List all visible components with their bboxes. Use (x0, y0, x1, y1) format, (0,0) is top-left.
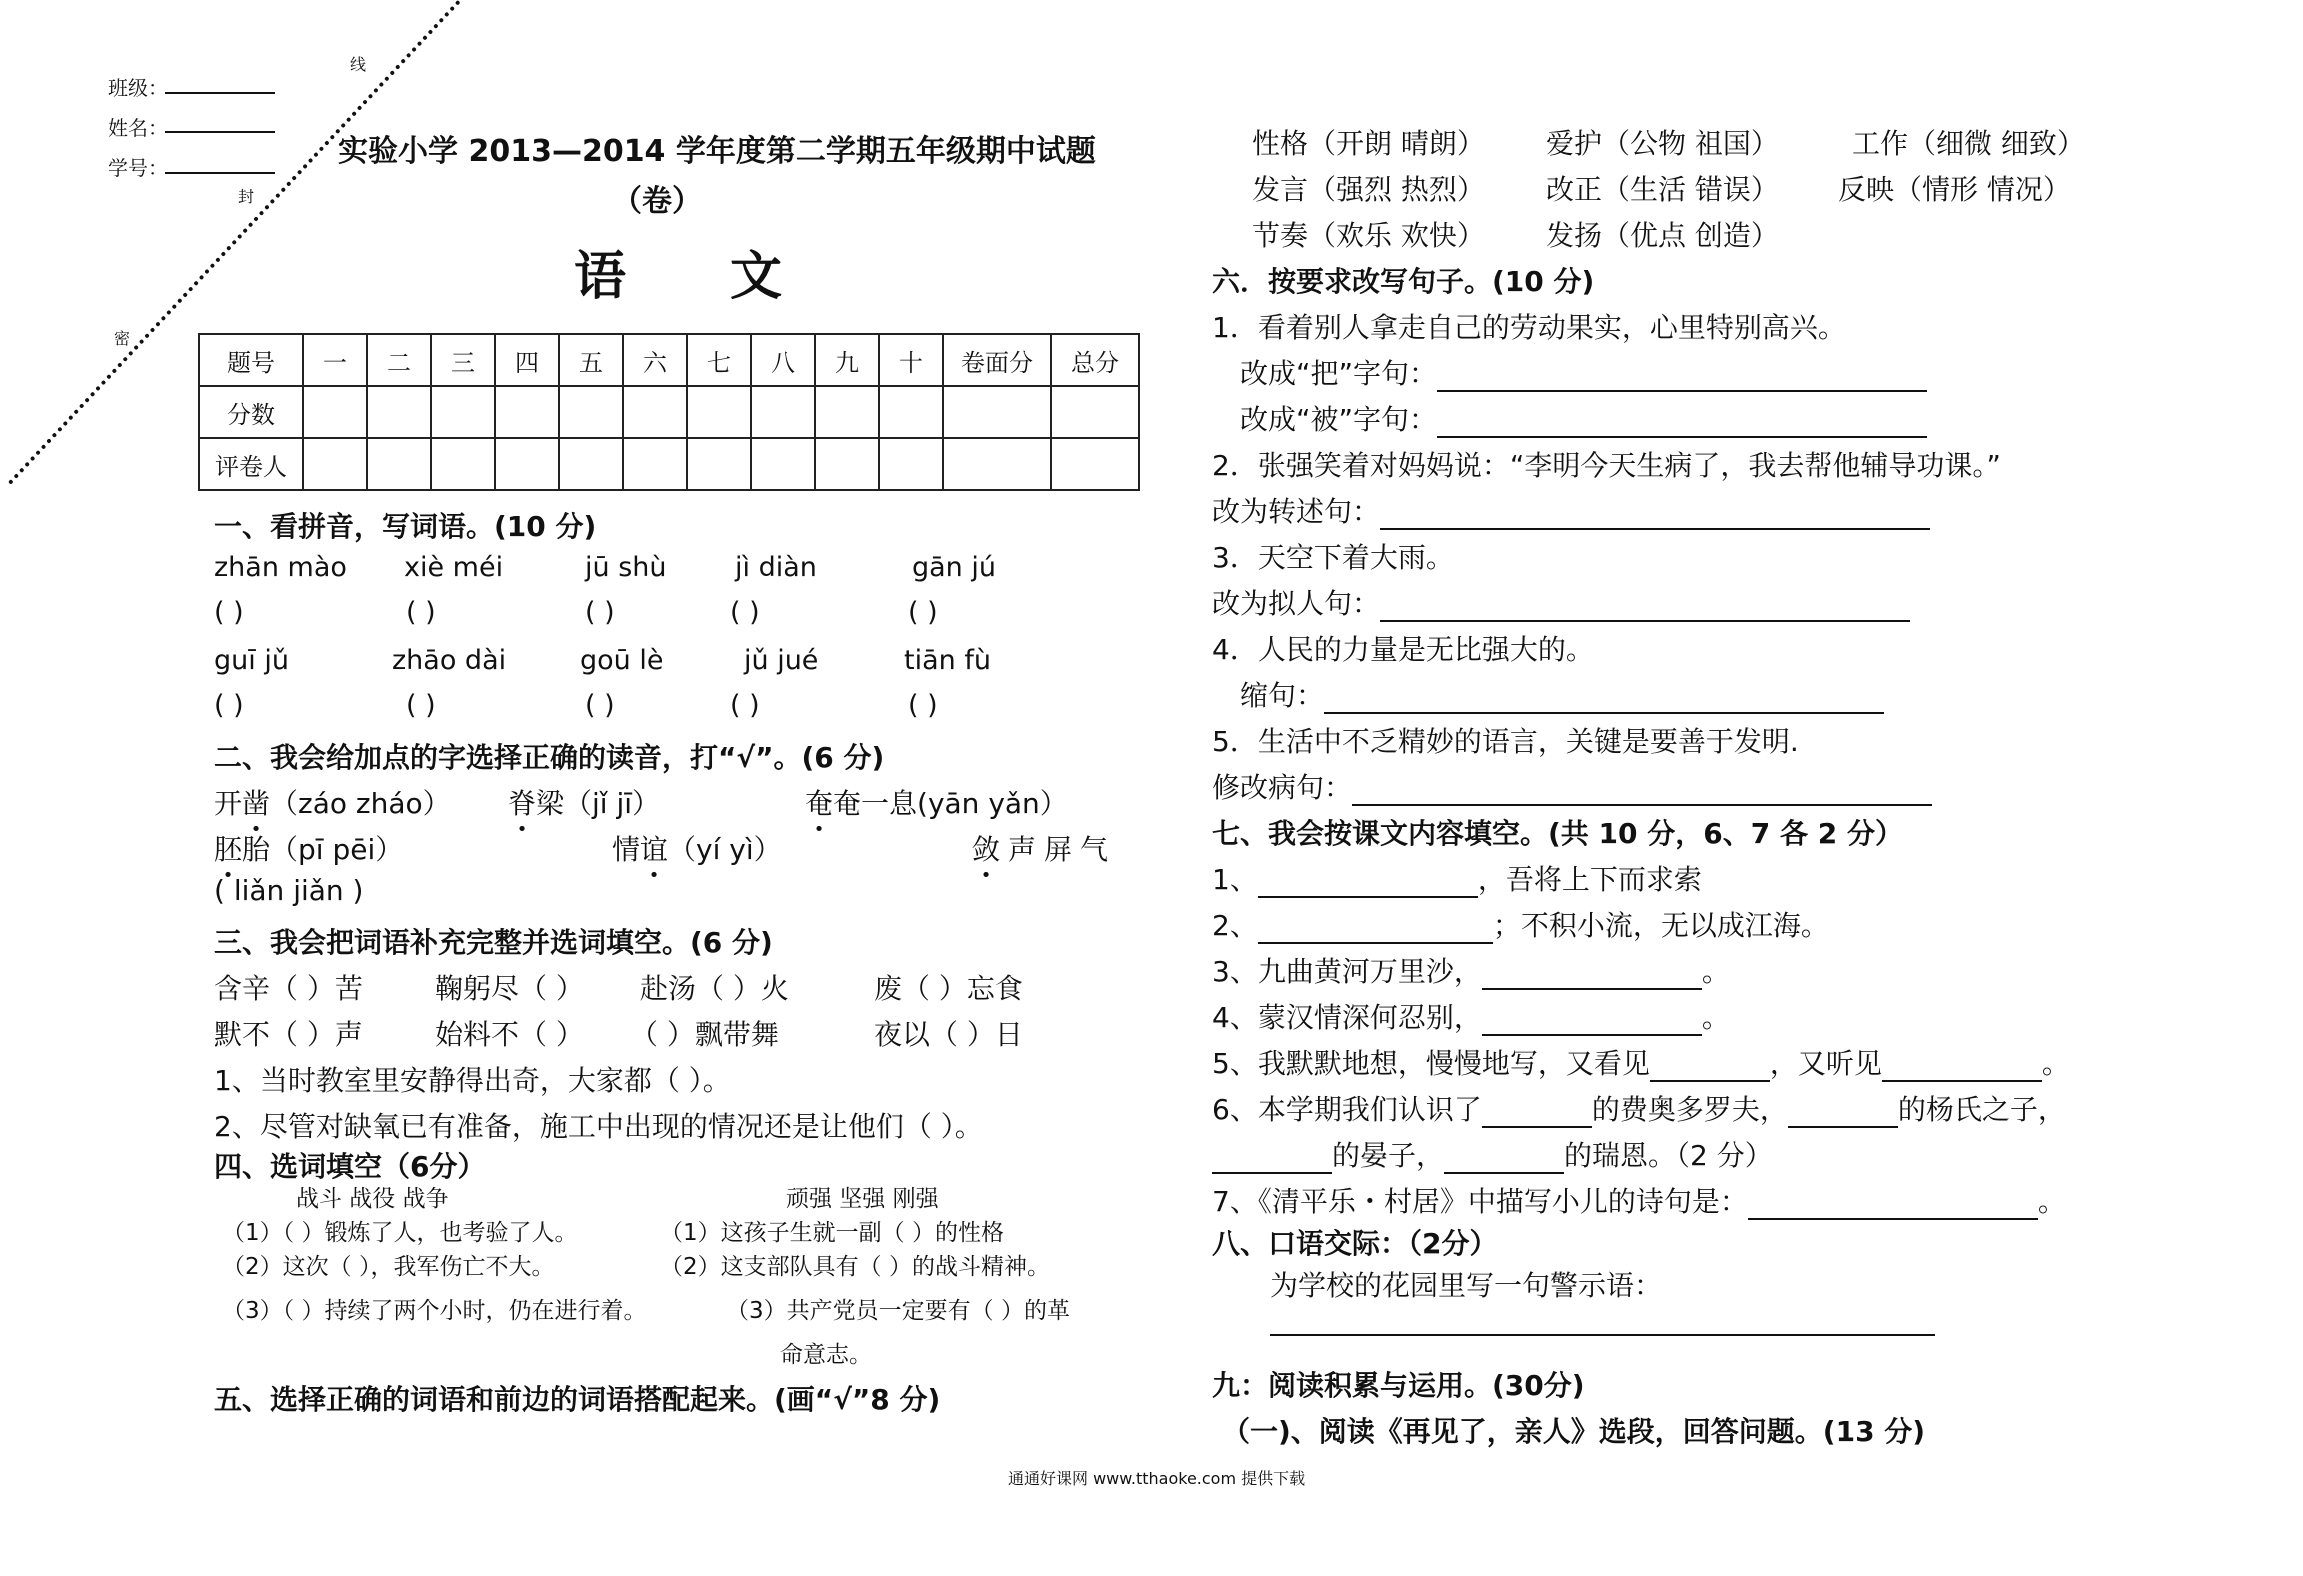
row-label: 评卷人 (199, 438, 303, 490)
sec7-q6: 6、本学期我们认识了 的费奥多罗夫， 的杨氏之子， (1212, 1093, 2066, 1126)
word-bank-right: 顽强 坚强 刚强 (786, 1186, 939, 1212)
pinyin-9: jǔ jué (744, 645, 819, 676)
sec1-title: 一、看拼音，写词语。(10 分) (214, 510, 597, 543)
sec2-title: 二、我会给加点的字选择正确的读音，打“√”。(6 分) (214, 741, 885, 774)
answer-line[interactable] (1482, 1102, 1592, 1128)
sec4-right-2: （2）这支部队具有（ ）的战斗精神。 (660, 1254, 1050, 1280)
answer-line[interactable] (1212, 1148, 1332, 1174)
answer-line[interactable] (1380, 596, 1910, 622)
grader-cell[interactable] (303, 438, 367, 490)
table-header-cell: 七 (687, 334, 751, 386)
answer-line[interactable] (1380, 504, 1930, 530)
answer-line[interactable] (1437, 366, 1927, 392)
table-header-cell: 五 (559, 334, 623, 386)
id-field[interactable] (165, 172, 275, 174)
table-header-cell: 三 (431, 334, 495, 386)
score-cell[interactable] (943, 386, 1051, 438)
sec2-item-1: 开凿（záo zháo） (214, 782, 451, 822)
score-cell[interactable] (303, 386, 367, 438)
sec2-item-3: 奄奄一息(yān yǎn） (805, 782, 1068, 822)
score-cell[interactable] (751, 386, 815, 438)
sec4-right-1: （1）这孩子生就一副（ ）的性格 (660, 1220, 1004, 1246)
sec6-title: 六．按要求改写句子。(10 分) (1212, 265, 1595, 298)
answer-line[interactable] (1324, 688, 1884, 714)
sec7-q6-cont: 的晏子， 的瑞恩。（2 分） (1212, 1134, 1773, 1174)
binding-word-secret: 密 (114, 329, 131, 348)
answer-blank[interactable]: ( ) (908, 690, 938, 721)
pinyin-2: xiè méi (404, 552, 504, 583)
sec6-q3a: 改为拟人句： (1212, 582, 1910, 622)
sec4-right-3: （3）共产党员一定要有（ ）的革 (726, 1298, 1070, 1324)
table-header-cell: 总分 (1051, 334, 1139, 386)
sec8-question: 为学校的花园里写一句警示语： (1270, 1269, 1663, 1302)
score-cell[interactable] (1051, 386, 1139, 438)
idiom-5: 默不（ ）声 (214, 1018, 363, 1051)
match-2: 爱护（公物 祖国） (1546, 127, 1779, 160)
dotted-char: 敛 (972, 833, 1009, 866)
score-cell[interactable] (431, 386, 495, 438)
table-header-cell: 九 (815, 334, 879, 386)
sec4-left-1: （1）（ ）锻炼了人，也考验了人。 (222, 1220, 578, 1246)
answer-blank[interactable]: ( ) (585, 597, 615, 628)
score-row (199, 386, 1139, 438)
grader-cell[interactable] (559, 438, 623, 490)
sec7-q4: 4、蒙汉情深何忍别， 。 (1212, 1001, 1730, 1034)
idiom-6: 始料不（ ） (435, 1018, 584, 1051)
pinyin-10: tiān fù (904, 645, 991, 676)
answer-blank[interactable]: ( ) (730, 597, 760, 628)
name-label: 姓名： (108, 116, 168, 140)
match-5: 改正（生活 错误） (1546, 173, 1779, 206)
grader-cell[interactable] (495, 438, 559, 490)
answer-blank[interactable]: ( ) (214, 690, 244, 721)
table-header-cell: 十 (879, 334, 943, 386)
table-header-cell: 卷面分 (943, 334, 1051, 386)
dotted-char: 奄 (805, 787, 834, 820)
answer-blank[interactable]: ( ) (730, 690, 760, 721)
subject-title: 语 文 (574, 247, 783, 307)
id-label: 学号： (108, 156, 168, 180)
footer-credit: 通通好课网 www.tthaoke.com 提供下载 (1008, 1469, 1306, 1488)
sec2-options-6: ( liǎn jiǎn ) (214, 874, 364, 907)
score-cell[interactable] (495, 386, 559, 438)
score-table-header-row (199, 334, 1139, 386)
grader-cell[interactable] (879, 438, 943, 490)
word-bank-left: 战斗 战役 战争 (296, 1186, 449, 1212)
score-cell[interactable] (623, 386, 687, 438)
sec7-q1: 1、 ，吾将上下而求索 (1212, 863, 1702, 896)
answer-blank[interactable]: ( ) (585, 690, 615, 721)
answer-line[interactable] (1258, 918, 1493, 944)
table-header-cell: 四 (495, 334, 559, 386)
sec6-q3: 3．天空下着大雨。 (1212, 541, 1454, 574)
score-cell[interactable] (687, 386, 751, 438)
pinyin-7: zhāo dài (392, 645, 507, 676)
answer-line[interactable] (1258, 872, 1478, 898)
sec8-answer-line[interactable] (1270, 1334, 1935, 1336)
idiom-4: 废（ ）忘食 (874, 972, 1023, 1005)
exam-title: 实验小学 2013—2014 学年度第二学期五年级期中试题 (338, 134, 1096, 169)
match-1: 性格（开朗 晴朗） (1252, 127, 1485, 160)
match-4: 发言（强烈 热烈） (1252, 173, 1485, 206)
sec6-q2: 2．张强笑着对妈妈说：“李明今天生病了，我去帮他辅导功课。” (1212, 449, 2001, 482)
sec5-title: 五、选择正确的词语和前边的词语搭配起来。(画“√”8 分) (214, 1383, 941, 1416)
dotted-char: 凿 (242, 787, 271, 820)
score-cell[interactable] (367, 386, 431, 438)
match-3: 工作（细微 细致） (1852, 127, 2085, 160)
idiom-2: 鞠躬尽（ ） (435, 972, 584, 1005)
sec7-title: 七、我会按课文内容填空。(共 10 分，6、7 各 2 分） (1212, 817, 1903, 850)
pinyin-3: jū shù (585, 552, 667, 583)
match-7: 节奏（欢乐 欢快） (1252, 219, 1485, 252)
sec9-title: 九：阅读积累与运用。(30分) (1212, 1369, 1585, 1402)
pinyin-4: jì diàn (735, 552, 817, 583)
answer-blank[interactable]: ( ) (908, 597, 938, 628)
sec4-left-3: （3）（ ）持续了两个小时，仍在进行着。 (222, 1298, 647, 1324)
sec4-left-2: （2）这次（ ），我军伤亡不大。 (222, 1254, 555, 1280)
dotted-char: 胚 (214, 833, 243, 866)
match-8: 发扬（优点 创造） (1546, 219, 1779, 252)
answer-line[interactable] (1352, 780, 1932, 806)
table-header-cell: 题号 (199, 334, 303, 386)
table-header-cell: 八 (751, 334, 815, 386)
score-cell[interactable] (815, 386, 879, 438)
sec7-q2: 2、 ；不积小流，无以成江海。 (1212, 909, 1829, 942)
sec6-q1a: 改成“把”字句： (1240, 352, 1927, 392)
sec8-title: 八、口语交际：（2分） (1212, 1227, 1498, 1260)
sec6-q4: 4．人民的力量是无比强大的。 (1212, 633, 1594, 666)
table-header-cell: 六 (623, 334, 687, 386)
score-table (198, 333, 1140, 491)
answer-line[interactable] (1882, 1056, 2042, 1082)
sec6-q1b: 改成“被”字句： (1240, 398, 1927, 438)
answer-blank[interactable]: ( ) (406, 690, 436, 721)
grader-cell[interactable] (1051, 438, 1139, 490)
grader-cell[interactable] (623, 438, 687, 490)
score-cell[interactable] (559, 386, 623, 438)
sec3-title: 三、我会把词语补充完整并选词填空。(6 分) (214, 926, 773, 959)
answer-blank[interactable]: ( ) (214, 597, 244, 628)
idiom-8: 夜以（ ）日 (874, 1018, 1023, 1051)
table-header-cell: 一 (303, 334, 367, 386)
exam-subtitle: （卷） (612, 184, 702, 219)
sec6-q1: 1．看着别人拿走自己的劳动果实，心里特别高兴。 (1212, 311, 1846, 344)
sec4-title: 四、选词填空（6分） (214, 1150, 486, 1183)
answer-line[interactable] (1650, 1056, 1770, 1082)
sec7-q3: 3、九曲黄河万里沙， 。 (1212, 955, 1730, 988)
dotted-char: 谊 (640, 833, 669, 866)
score-cell[interactable] (879, 386, 943, 438)
idiom-7: （ ）飘带舞 (630, 1018, 779, 1051)
grader-cell[interactable] (367, 438, 431, 490)
answer-line[interactable] (1437, 412, 1927, 438)
sec4-right-3b: 命意志。 (780, 1342, 872, 1368)
name-field[interactable] (165, 131, 275, 133)
sec6-q5: 5．生活中不乏精妙的语言，关键是要善于发明. (1212, 725, 1799, 758)
dotted-char: 脊 (508, 787, 537, 820)
pinyin-1: zhān mào (214, 552, 347, 583)
binding-word-seal: 封 (238, 187, 255, 206)
sec2-item-2: 脊梁（jǐ jī） (508, 782, 660, 822)
match-6: 反映（情形 情况） (1838, 173, 2071, 206)
row-label: 分数 (199, 386, 303, 438)
sec6-q4a: 缩句： (1240, 674, 1884, 714)
pinyin-8: goū lè (580, 645, 664, 676)
pinyin-5: gān jú (912, 552, 996, 583)
answer-line[interactable] (1748, 1194, 2038, 1220)
pinyin-6: guī jǔ (214, 645, 289, 676)
answer-line[interactable] (1444, 1148, 1564, 1174)
answer-line[interactable] (1788, 1102, 1898, 1128)
grader-cell[interactable] (687, 438, 751, 490)
sec6-q5a: 修改病句： (1212, 766, 1932, 806)
sec6-q2a: 改为转述句： (1212, 490, 1930, 530)
sec7-q7: 7、《清平乐・村居》中描写小儿的诗句是： 。 (1212, 1185, 2066, 1218)
sec3-question-1: 1、当时教室里安静得出奇，大家都（ ）。 (214, 1064, 731, 1097)
answer-line[interactable] (1482, 964, 1702, 990)
sec7-q5: 5、我默默地想，慢慢地写，又看见 ，又听见 。 (1212, 1047, 2070, 1080)
idiom-3: 赴汤（ ）火 (640, 972, 789, 1005)
sec3-question-2: 2、尽管对缺氧已有准备，施工中出现的情况还是让他们（ ）。 (214, 1110, 983, 1143)
class-label: 班级： (108, 76, 168, 100)
answer-line[interactable] (1482, 1010, 1702, 1036)
idiom-1: 含辛（ ）苦 (214, 972, 363, 1005)
binding-word-line: 线 (350, 55, 367, 74)
table-header-cell: 二 (367, 334, 431, 386)
sec2-item-5: 情谊（yí yì） (612, 828, 782, 868)
answer-blank[interactable]: ( ) (406, 597, 436, 628)
class-field[interactable] (165, 92, 275, 94)
grader-cell[interactable] (943, 438, 1051, 490)
grader-row (199, 438, 1139, 490)
sec9-subtitle: （一)、阅读《再见了，亲人》选段，回答问题。(13 分) (1222, 1415, 1926, 1448)
sec2-item-6: 敛声屏气 (972, 828, 1116, 868)
sec2-item-4: 胚胎（pī pēi） (214, 828, 403, 868)
grader-cell[interactable] (751, 438, 815, 490)
grader-cell[interactable] (815, 438, 879, 490)
grader-cell[interactable] (431, 438, 495, 490)
